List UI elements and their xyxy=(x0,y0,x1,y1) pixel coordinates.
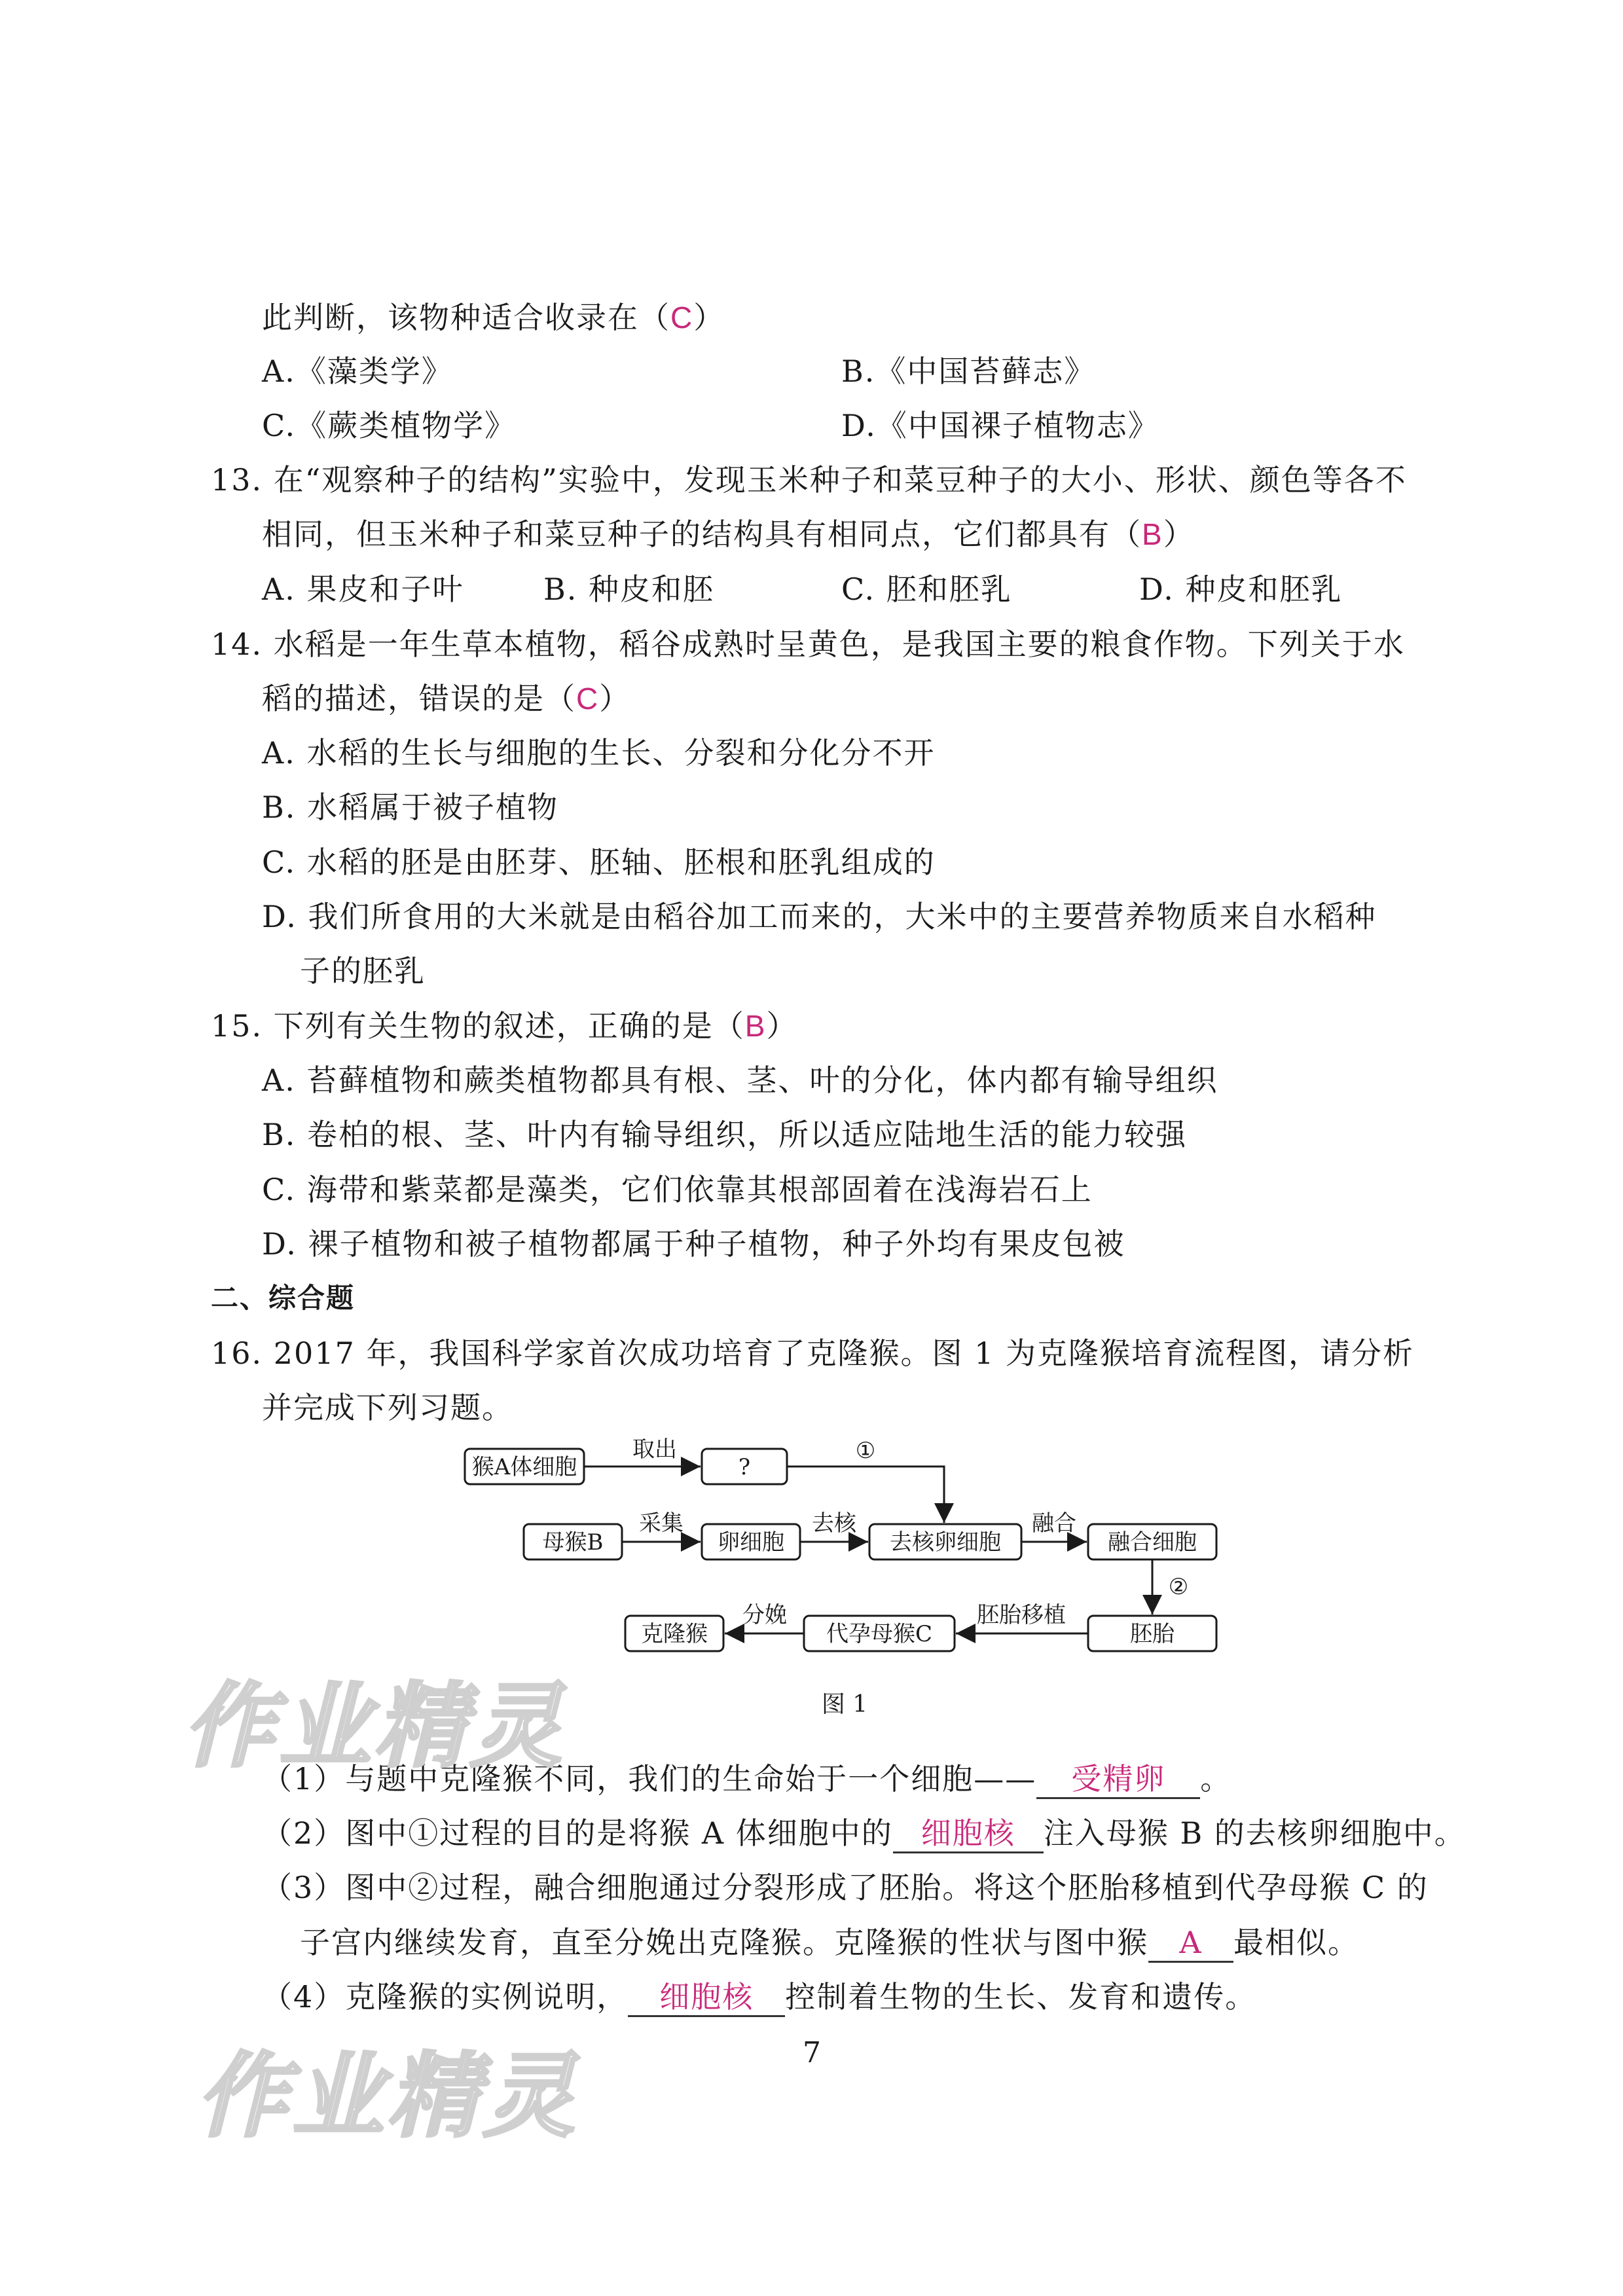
q16-sub2: （2）图中①过程的目的是将猴 A 体细胞中的 细胞核 注入母猴 B 的去核卵细胞中。 xyxy=(262,1813,1466,1853)
q15-option-a: A. 苔藓植物和蕨类植物都具有根、茎、叶的分化，体内都有输导组织 xyxy=(262,1063,1218,1098)
q15-line1: 15. 下列有关生物的叙述，正确的是（B） xyxy=(211,1008,798,1044)
q14-answer: C xyxy=(576,682,600,716)
label-embryo-transfer: 胚胎移植 xyxy=(977,1602,1066,1628)
figure-caption: 图 1 xyxy=(821,1691,868,1718)
q15-answer: B xyxy=(744,1009,767,1043)
box-mother-b-label: 母猴B xyxy=(542,1529,604,1556)
q13-option-a: A. 果皮和子叶 xyxy=(262,572,464,607)
label-step-2: ② xyxy=(1168,1574,1189,1600)
q13-answer: B xyxy=(1142,517,1163,551)
label-fuse: 融合 xyxy=(1032,1510,1076,1537)
box-fused-cell-label: 融合细胞 xyxy=(1108,1529,1197,1556)
q16-sub1: （1）与题中克隆猴不同，我们的生命始于一个细胞—— 受精卵 。 xyxy=(262,1759,1231,1799)
q15-option-d: D. 裸子植物和被子植物都属于种子植物，种子外均有果皮包被 xyxy=(262,1226,1125,1262)
q16-sub2-answer: 细胞核 xyxy=(893,1815,1044,1853)
box-enucleated-egg-label: 去核卵细胞 xyxy=(890,1529,1001,1556)
q13-line2: 相同，但玉米种子和菜豆种子的结构具有相同点，它们都具有（B） xyxy=(262,517,1195,552)
q12-option-b: B.《中国苔藓志》 xyxy=(841,354,1096,389)
q15-option-c: C. 海带和紫菜都是藻类，它们依靠其根部固着在浅海岩石上 xyxy=(262,1172,1093,1207)
watermark-upper: 作业精灵 xyxy=(183,1673,566,1780)
clone-monkey-flow-diagram xyxy=(458,1437,1231,1719)
q14-option-d: D. 我们所食用的大米就是由稻谷加工而来的，大米中的主要营养物质来自水稻种 xyxy=(262,899,1377,934)
label-step-1: ① xyxy=(855,1438,876,1464)
q16-sub4: （4）克隆猴的实例说明， 细胞核 控制着生物的生长、发育和遗传。 xyxy=(262,1977,1256,2017)
q16-sub3-line2: 子宫内继续发育，直至分娩出克隆猴。克隆猴的性状与图中猴 A 最相似。 xyxy=(300,1923,1359,1963)
q14-option-a: A. 水稻的生长与细胞的生长、分裂和分化分不开 xyxy=(262,735,936,771)
label-birth: 分娩 xyxy=(742,1602,787,1628)
q13-option-d: D. 种皮和胚乳 xyxy=(1139,572,1343,607)
q12-option-d: D.《中国裸子植物志》 xyxy=(841,408,1159,443)
q14-option-b: B. 水稻属于被子植物 xyxy=(262,790,559,825)
label-collect: 采集 xyxy=(639,1510,684,1537)
q14-line1: 14. 水稻是一年生草本植物，稻谷成熟时呈黄色，是我国主要的粮食作物。下列关于水 xyxy=(211,627,1405,662)
q15-option-b: B. 卷柏的根、茎、叶内有输导组织，所以适应陆地生活的能力较强 xyxy=(262,1117,1188,1152)
watermark-lower: 作业精灵 xyxy=(196,2043,579,2150)
q12-option-a: A.《藻类学》 xyxy=(262,354,453,389)
box-egg-label: 卵细胞 xyxy=(718,1529,784,1556)
box-clone-label: 克隆猴 xyxy=(641,1621,708,1647)
q16-sub3-answer: A xyxy=(1148,1924,1233,1963)
q13-option-b: B. 种皮和胚 xyxy=(543,572,715,607)
q12-stem: 此判断，该物种适合收录在（C） xyxy=(262,300,725,335)
q16-sub4-answer: 细胞核 xyxy=(628,1978,785,2017)
label-enucleate: 去核 xyxy=(812,1510,856,1537)
q12-option-c: C.《蕨类植物学》 xyxy=(262,408,517,443)
box-embryo-label: 胚胎 xyxy=(1130,1621,1175,1647)
q14-option-c: C. 水稻的胚是由胚芽、胚轴、胚根和胚乳组成的 xyxy=(262,845,936,880)
q13-option-c: C. 胚和胚乳 xyxy=(841,572,1012,607)
q13-line1: 13. 在“观察种子的结构”实验中，发现玉米种子和菜豆种子的大小、形状、颜色等各不 xyxy=(211,462,1407,498)
q16-line1: 16. 2017 年，我国科学家首次成功培育了克隆猴。图 1 为克隆猴培育流程图，请分析 xyxy=(211,1336,1414,1371)
box-monkey-a-cell-label: 猴A体细胞 xyxy=(471,1454,577,1480)
page-number: 7 xyxy=(803,2036,821,2069)
q16-line2: 并完成下列习题。 xyxy=(262,1390,513,1425)
label-take-out: 取出 xyxy=(632,1437,677,1463)
box-surrogate-c-label: 代孕母猴C xyxy=(826,1621,933,1647)
section-heading: 二、综合题 xyxy=(211,1282,356,1314)
q16-sub3-line1: （3）图中②过程，融合细胞通过分裂形成了胚胎。将这个胚胎移植到代孕母猴 C 的 xyxy=(262,1870,1429,1905)
box-question-label: ? xyxy=(738,1454,751,1480)
q14-line2: 稻的描述，错误的是（C） xyxy=(262,681,631,716)
q12-answer: C xyxy=(670,301,694,335)
q14-option-d-cont: 子的胚乳 xyxy=(300,953,426,989)
q16-sub1-answer: 受精卵 xyxy=(1036,1760,1200,1799)
